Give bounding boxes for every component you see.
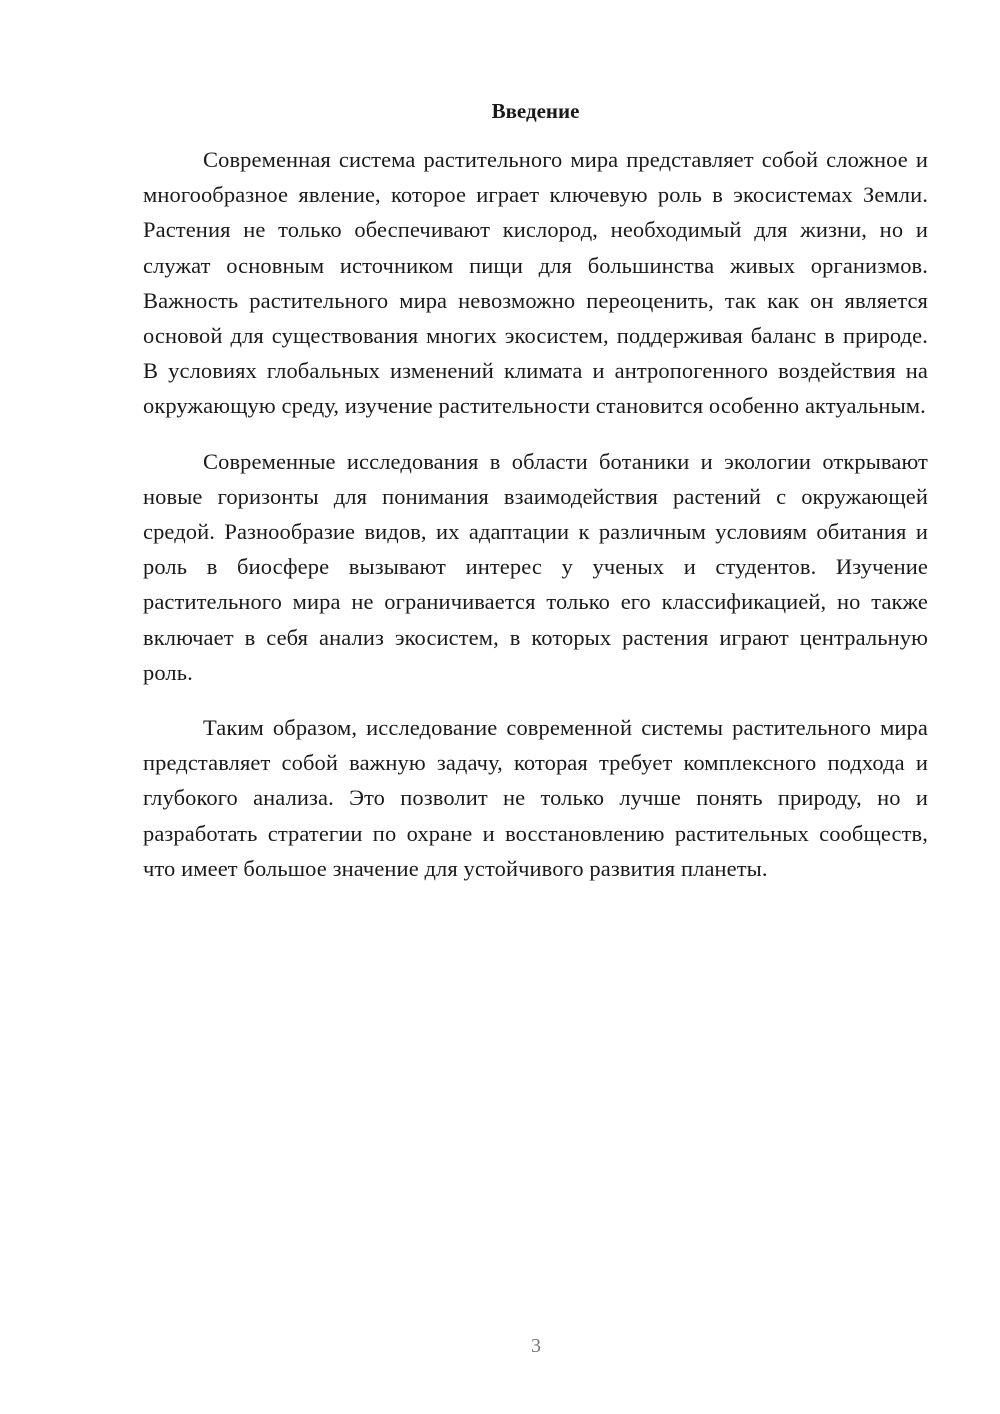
page-title: Введение: [491, 99, 580, 123]
page-number: 3: [531, 1335, 541, 1357]
document-body: [143, 142, 928, 906]
paragraph-2: Современные исследования в области ботаники и экологии открывают новые горизонты для понимания взаимодействия растений с окружающей средой. Разнообразие видов, их адаптации к различным условиям обитания и роль в биосфере вызывают интерес у ученых и студентов. Изучение растительного мира не ограничивается только его классификацией, но также включает в себя анализ экосистем, в которых растения играют центральную роль.: [143, 448, 928, 685]
paragraph-1: Современная система растительного мира представляет собой сложное и многообразное явление, которое играет ключевую роль в экосистемах Земли. Растения не только обеспечивают кислород, необходимый для жизни, но и служат основным источником пищи для большинства живых организмов. Важность растительного мира невозможно переоценить, так как он является основой для существования многих экосистем, поддерживая баланс в природе. В условиях глобальных изменений климата и антропогенного воздействия на окружающую среду, изучение растительности становится особенно актуальным.: [143, 147, 928, 419]
paragraph-3: Таким образом, исследование современной системы растительного мира представляет собой важную задачу, которая требует комплексного подхода и глубокого анализа. Это позволит не только лучше понять природу, но и разработать стратегии по охране и восстановлению растительных сообществ, что имеет большое значение для устойчивого развития планеты.: [143, 715, 928, 881]
